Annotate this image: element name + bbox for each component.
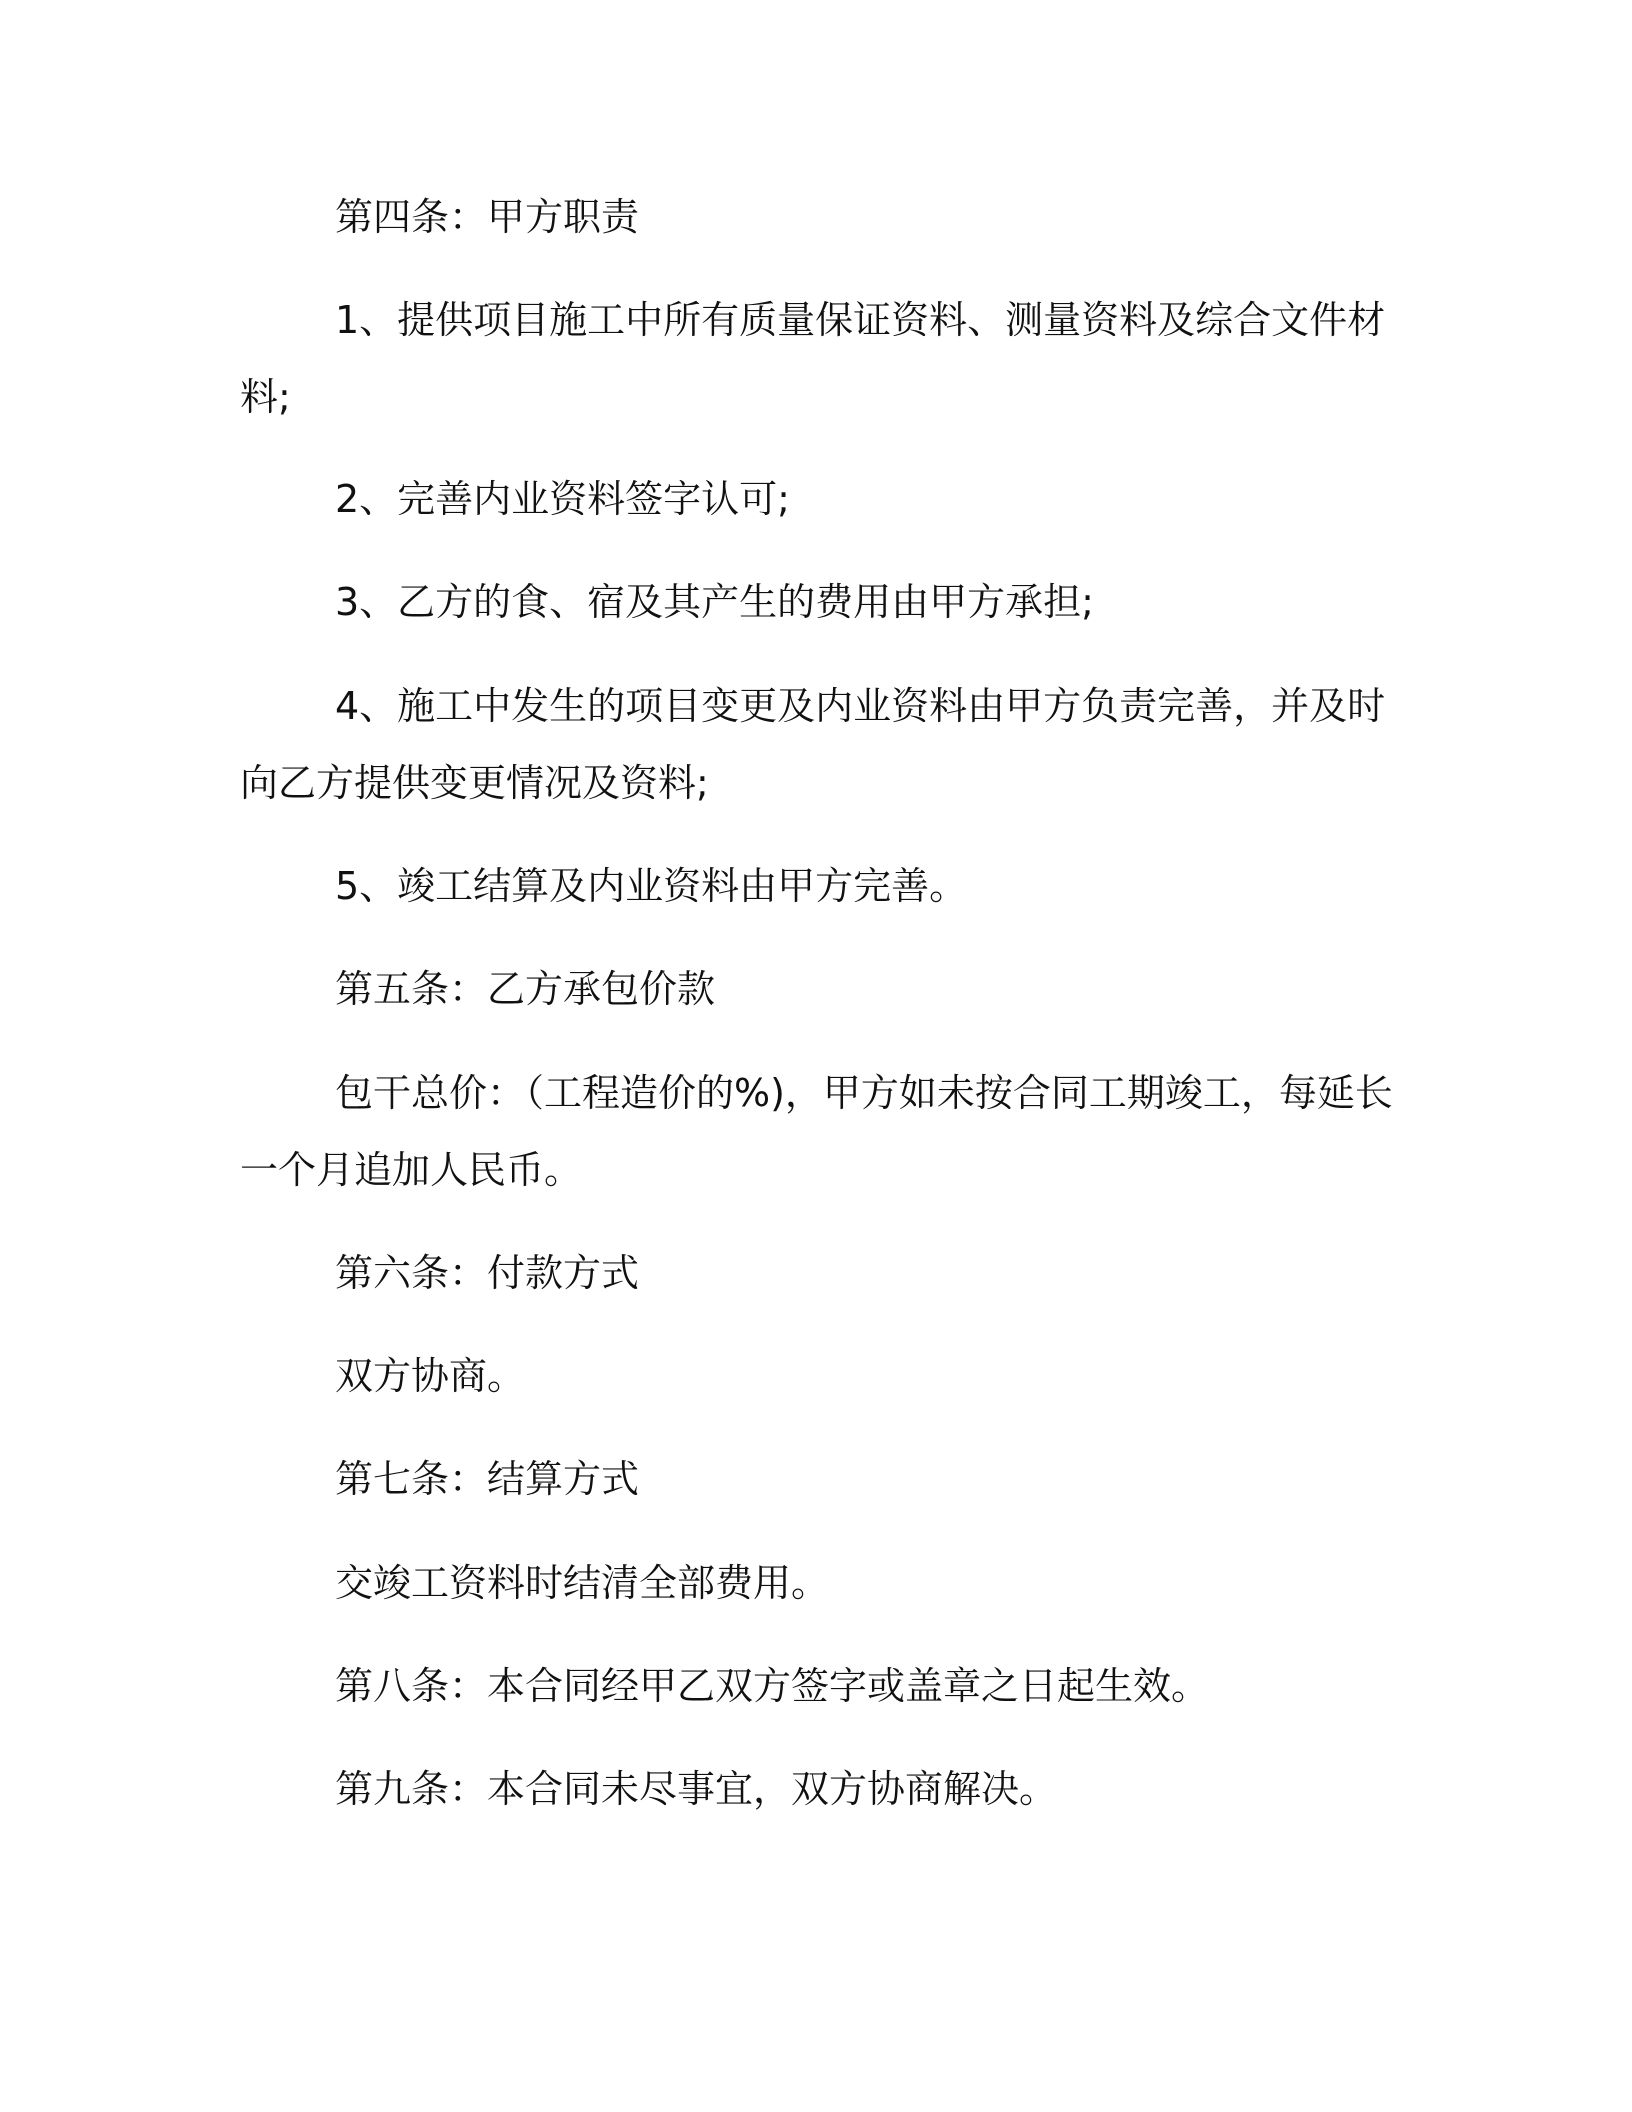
article6-text: 双方协商。 — [335, 1354, 526, 1398]
article9-text: 第九条：本合同未尽事宜，双方协商解决。 — [335, 1767, 1058, 1811]
article8-text: 第八条：本合同经甲乙双方签字或盖章之日起生效。 — [335, 1664, 1210, 1708]
article4-item-1-line1: 1、提供项目施工中所有质量保证资料、测量资料及综合文件材 — [335, 298, 1386, 342]
article4-item-4-line2: 向乙方提供变更情况及资料; — [240, 761, 709, 805]
article6-title: 第六条：付款方式 — [335, 1251, 640, 1295]
article5-title: 第五条：乙方承包价款 — [335, 967, 716, 1011]
article4-item-4-line1: 4、施工中发生的项目变更及内业资料由甲方负责完善，并及时 — [335, 684, 1386, 728]
article7-title: 第七条：结算方式 — [335, 1457, 640, 1501]
article4-item-3: 3、乙方的食、宿及其产生的费用由甲方承担; — [335, 580, 1094, 624]
article5-text-line2: 一个月追加人民币。 — [240, 1148, 583, 1192]
article4-title: 第四条：甲方职责 — [335, 195, 640, 239]
article4-item-2: 2、完善内业资料签字认可; — [335, 477, 790, 521]
article5-text-line1: 包干总价：（工程造价的%)，甲方如未按合同工期竣工，每延长 — [335, 1071, 1393, 1115]
article4-item-5: 5、竣工结算及内业资料由甲方完善。 — [335, 864, 968, 908]
article4-item-1-line2: 料; — [240, 375, 291, 419]
article7-text: 交竣工资料时结清全部费用。 — [335, 1561, 830, 1605]
